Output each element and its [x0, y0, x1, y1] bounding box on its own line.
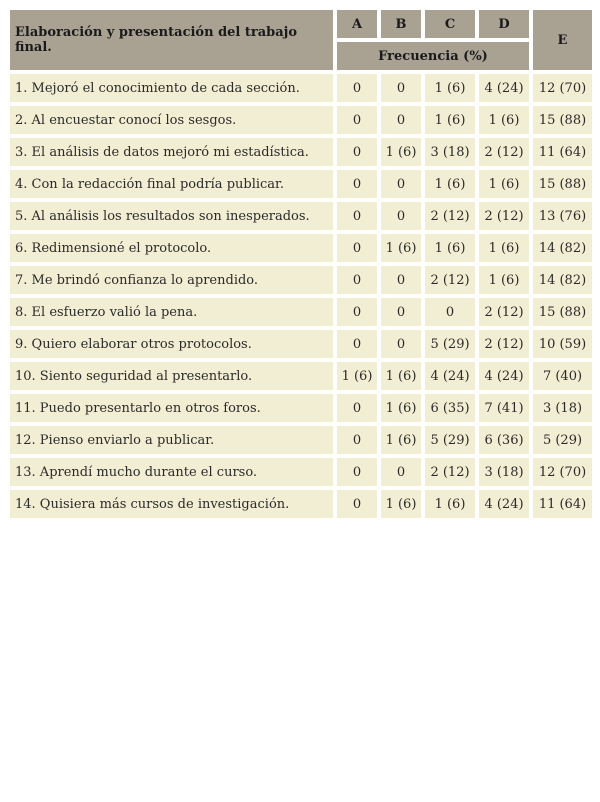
- cell-e: 13 (76): [533, 202, 592, 230]
- cell-a: 0: [337, 74, 377, 102]
- table-row: [10, 330, 592, 358]
- row-item-label: 13. Aprendí mucho durante el curso.: [10, 458, 333, 486]
- row-item-label: 1. Mejoró el conocimiento de cada sección.: [10, 74, 333, 102]
- cell-c: 3 (18): [425, 138, 475, 166]
- cell-d: 4 (24): [479, 362, 529, 390]
- table-row: [10, 298, 592, 326]
- cell-b: 0: [381, 106, 421, 134]
- cell-a: 1 (6): [337, 362, 377, 390]
- cell-b: 1 (6): [381, 490, 421, 518]
- column-header-e: E: [533, 10, 592, 70]
- cell-b: 1 (6): [381, 234, 421, 262]
- cell-c: 4 (24): [425, 362, 475, 390]
- cell-a: 0: [337, 170, 377, 198]
- row-item-label: 2. Al encuestar conocí los sesgos.: [10, 106, 333, 134]
- column-header-c: C: [425, 10, 475, 38]
- table-row: [10, 426, 592, 454]
- table-title: Elaboración y presentación del trabajo final.: [10, 10, 333, 70]
- table-row: [10, 202, 592, 230]
- cell-e: 15 (88): [533, 298, 592, 326]
- row-item-label: 3. El análisis de datos mejoró mi estadística.: [10, 138, 333, 166]
- cell-c: 0: [425, 298, 475, 326]
- cell-d: 7 (41): [479, 394, 529, 422]
- cell-a: 0: [337, 266, 377, 294]
- table-row: [10, 74, 592, 102]
- table-row: [10, 170, 592, 198]
- cell-d: 1 (6): [479, 266, 529, 294]
- row-item-label: 11. Puedo presentarlo en otros foros.: [10, 394, 333, 422]
- cell-c: 1 (6): [425, 234, 475, 262]
- row-item-label: 6. Redimensioné el protocolo.: [10, 234, 333, 262]
- cell-e: 7 (40): [533, 362, 592, 390]
- cell-e: 12 (70): [533, 74, 592, 102]
- column-header-a: A: [337, 10, 377, 38]
- cell-d: 2 (12): [479, 138, 529, 166]
- cell-a: 0: [337, 394, 377, 422]
- cell-e: 15 (88): [533, 170, 592, 198]
- row-item-label: 5. Al análisis los resultados son inesperados.: [10, 202, 333, 230]
- cell-d: 2 (12): [479, 202, 529, 230]
- table-row: [10, 234, 592, 262]
- column-header-d: D: [479, 10, 529, 38]
- cell-e: 12 (70): [533, 458, 592, 486]
- cell-a: 0: [337, 426, 377, 454]
- cell-d: 1 (6): [479, 234, 529, 262]
- cell-e: 14 (82): [533, 234, 592, 262]
- cell-a: 0: [337, 298, 377, 326]
- cell-c: 1 (6): [425, 74, 475, 102]
- cell-c: 2 (12): [425, 458, 475, 486]
- table-row: [10, 266, 592, 294]
- cell-c: 2 (12): [425, 202, 475, 230]
- cell-c: 6 (35): [425, 394, 475, 422]
- cell-b: 0: [381, 202, 421, 230]
- cell-b: 0: [381, 298, 421, 326]
- cell-c: 1 (6): [425, 490, 475, 518]
- cell-e: 15 (88): [533, 106, 592, 134]
- cell-e: 5 (29): [533, 426, 592, 454]
- table-row: [10, 394, 592, 422]
- row-item-label: 8. El esfuerzo valió la pena.: [10, 298, 333, 326]
- cell-b: 0: [381, 330, 421, 358]
- cell-b: 1 (6): [381, 138, 421, 166]
- cell-e: 10 (59): [533, 330, 592, 358]
- cell-e: 11 (64): [533, 138, 592, 166]
- cell-c: 1 (6): [425, 106, 475, 134]
- cell-c: 2 (12): [425, 266, 475, 294]
- cell-b: 0: [381, 266, 421, 294]
- survey-table: [6, 6, 596, 522]
- cell-c: 5 (29): [425, 330, 475, 358]
- cell-d: 2 (12): [479, 298, 529, 326]
- table-body: [10, 74, 592, 518]
- cell-a: 0: [337, 458, 377, 486]
- table-row: [10, 106, 592, 134]
- table-row: [10, 490, 592, 518]
- cell-d: 3 (18): [479, 458, 529, 486]
- cell-b: 1 (6): [381, 394, 421, 422]
- cell-a: 0: [337, 202, 377, 230]
- table-row: [10, 458, 592, 486]
- header-row: [10, 10, 592, 38]
- row-item-label: 14. Quisiera más cursos de investigación.: [10, 490, 333, 518]
- frequency-subheader: Frecuencia (%): [337, 42, 529, 70]
- table-row: [10, 362, 592, 390]
- cell-b: 0: [381, 170, 421, 198]
- cell-e: 14 (82): [533, 266, 592, 294]
- row-item-label: 7. Me brindó confianza lo aprendido.: [10, 266, 333, 294]
- cell-a: 0: [337, 106, 377, 134]
- cell-d: 2 (12): [479, 330, 529, 358]
- row-item-label: 10. Siento seguridad al presentarlo.: [10, 362, 333, 390]
- table-header: [10, 10, 592, 70]
- cell-d: 6 (36): [479, 426, 529, 454]
- cell-e: 11 (64): [533, 490, 592, 518]
- cell-b: 1 (6): [381, 362, 421, 390]
- row-item-label: 9. Quiero elaborar otros protocolos.: [10, 330, 333, 358]
- table-row: [10, 138, 592, 166]
- cell-c: 1 (6): [425, 170, 475, 198]
- cell-b: 0: [381, 74, 421, 102]
- cell-c: 5 (29): [425, 426, 475, 454]
- cell-a: 0: [337, 138, 377, 166]
- cell-a: 0: [337, 490, 377, 518]
- cell-a: 0: [337, 330, 377, 358]
- cell-b: 1 (6): [381, 426, 421, 454]
- cell-a: 0: [337, 234, 377, 262]
- cell-d: 1 (6): [479, 106, 529, 134]
- column-header-b: B: [381, 10, 421, 38]
- row-item-label: 12. Pienso enviarlo a publicar.: [10, 426, 333, 454]
- cell-e: 3 (18): [533, 394, 592, 422]
- cell-d: 4 (24): [479, 490, 529, 518]
- row-item-label: 4. Con la redacción final podría publicar.: [10, 170, 333, 198]
- cell-d: 4 (24): [479, 74, 529, 102]
- cell-b: 0: [381, 458, 421, 486]
- cell-d: 1 (6): [479, 170, 529, 198]
